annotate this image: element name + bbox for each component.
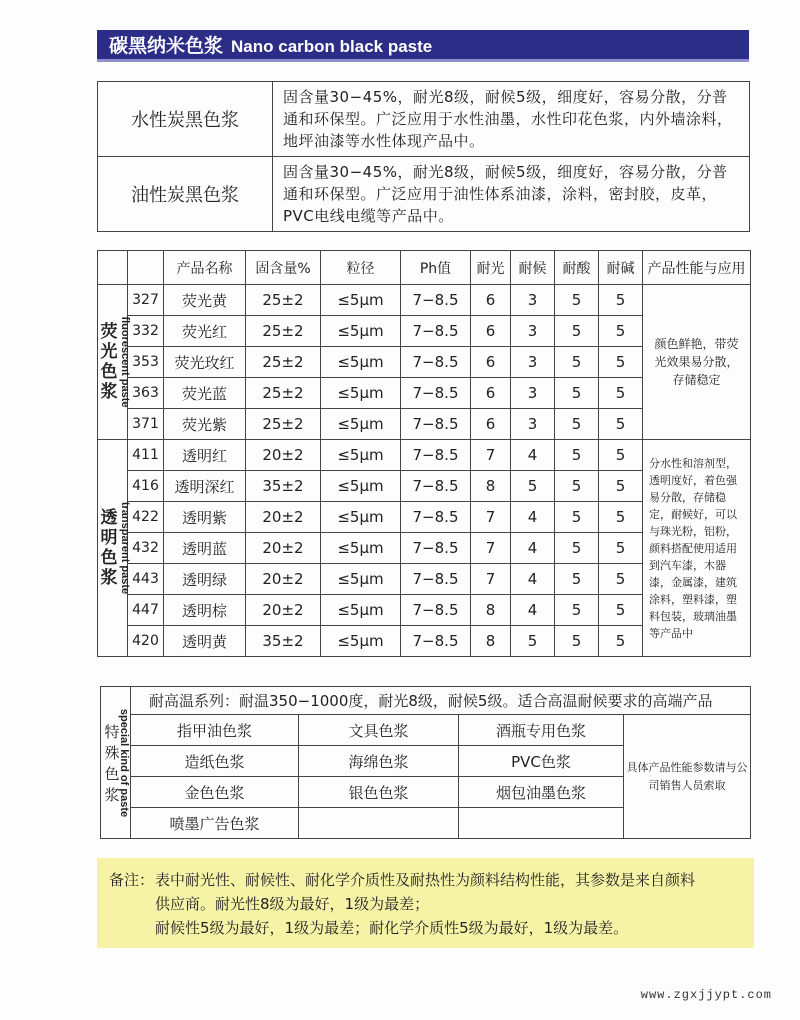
light-fastness: 6 (471, 347, 511, 378)
ph-value: 7−8.5 (401, 409, 471, 440)
group-name-en: special kind of paste (118, 708, 130, 817)
particle-size: ≤5μm (321, 316, 401, 347)
product-code: 332 (128, 316, 164, 347)
weather-fastness: 4 (511, 533, 555, 564)
special-item: 喷墨广告色浆 (131, 808, 299, 839)
ph-value: 7−8.5 (401, 471, 471, 502)
light-fastness: 6 (471, 409, 511, 440)
header-blank (98, 251, 128, 285)
ph-value: 7−8.5 (401, 564, 471, 595)
header-title-en: Nano carbon black paste (231, 37, 433, 56)
special-item: 文具色浆 (299, 715, 459, 746)
solid-content: 25±2 (246, 285, 321, 316)
acid-resistance: 5 (555, 471, 599, 502)
weather-fastness: 3 (511, 316, 555, 347)
alkali-resistance: 5 (599, 347, 643, 378)
ph-value: 7−8.5 (401, 316, 471, 347)
ph-value: 7−8.5 (401, 595, 471, 626)
special-item: 指甲油色浆 (131, 715, 299, 746)
light-fastness: 6 (471, 316, 511, 347)
intro-desc: 固含量30−45%，耐光8级，耐候5级，细度好，容易分散，分普通和环保型。广泛应用于水性油墨，水性印花色浆，内外墙涂料，地坪油漆等水性体现产品中。 (273, 82, 750, 157)
remark-label: 备注： (109, 871, 155, 889)
solid-content: 35±2 (246, 471, 321, 502)
group-name-zh: 透明色浆 (100, 508, 118, 588)
group-name-zh: 特殊色浆 (104, 722, 120, 804)
group-label (98, 285, 131, 440)
remark-line (109, 868, 742, 892)
col-header: 耐酸 (555, 251, 599, 285)
solid-content: 20±2 (246, 564, 321, 595)
solid-content: 20±2 (246, 595, 321, 626)
alkali-resistance: 5 (599, 502, 643, 533)
col-header: 耐光 (471, 251, 511, 285)
alkali-resistance: 5 (599, 626, 643, 657)
acid-resistance: 5 (555, 502, 599, 533)
product-name: 透明红 (164, 440, 246, 471)
product-table-body (98, 285, 751, 657)
particle-size: ≤5μm (321, 409, 401, 440)
acid-resistance: 5 (555, 626, 599, 657)
light-fastness: 7 (471, 502, 511, 533)
product-code: 327 (128, 285, 164, 316)
weather-fastness: 4 (511, 440, 555, 471)
product-name: 荧光玫红 (164, 347, 246, 378)
col-header: 粒径 (321, 251, 401, 285)
particle-size: ≤5μm (321, 564, 401, 595)
acid-resistance: 5 (555, 595, 599, 626)
particle-size: ≤5μm (321, 347, 401, 378)
product-name: 荧光红 (164, 316, 246, 347)
group-label (98, 440, 131, 657)
solid-content: 20±2 (246, 533, 321, 564)
header-title-zh: 碳黑纳米色浆 (109, 35, 224, 57)
product-name: 透明绿 (164, 564, 246, 595)
intro-desc: 固含量30−45%，耐光8级，耐候5级，细度好，容易分散，分普通和环保型。广泛应用于油性体系油漆，涂料，密封胶，皮革，PVC电线电缆等产品中。 (273, 157, 750, 232)
light-fastness: 8 (471, 471, 511, 502)
special-item (299, 808, 459, 839)
product-name: 透明紫 (164, 502, 246, 533)
contact-note: 具体产品性能参数请与公司销售人员索取 (624, 715, 751, 839)
solid-content: 25±2 (246, 347, 321, 378)
light-fastness: 8 (471, 595, 511, 626)
table-row (101, 687, 751, 715)
col-header: 耐碱 (599, 251, 643, 285)
weather-fastness: 4 (511, 564, 555, 595)
ph-value: 7−8.5 (401, 502, 471, 533)
special-item: 银色色浆 (299, 777, 459, 808)
product-name: 透明棕 (164, 595, 246, 626)
weather-fastness: 5 (511, 626, 555, 657)
special-item: 酒瓶专用色浆 (459, 715, 624, 746)
particle-size: ≤5μm (321, 502, 401, 533)
alkali-resistance: 5 (599, 440, 643, 471)
weather-fastness: 3 (511, 378, 555, 409)
remark-line: 耐候性5级为最好，1级为最差；耐化学介质性5级为最好，1级为最差。 (155, 919, 629, 937)
product-code: 432 (128, 533, 164, 564)
product-code: 420 (128, 626, 164, 657)
product-name: 透明蓝 (164, 533, 246, 564)
product-code: 443 (128, 564, 164, 595)
alkali-resistance: 5 (599, 471, 643, 502)
special-item (459, 808, 624, 839)
alkali-resistance: 5 (599, 564, 643, 595)
section-header (97, 30, 749, 62)
acid-resistance: 5 (555, 378, 599, 409)
solid-content: 25±2 (246, 409, 321, 440)
weather-fastness: 4 (511, 595, 555, 626)
product-code: 422 (128, 502, 164, 533)
product-code: 416 (128, 471, 164, 502)
special-item: PVC色浆 (459, 746, 624, 777)
group-label (101, 687, 131, 839)
website-url: www.zgxjjypt.com (640, 988, 772, 1002)
header-blank (128, 251, 164, 285)
ph-value: 7−8.5 (401, 285, 471, 316)
col-header: 产品名称 (164, 251, 246, 285)
application-text: 分水性和溶剂型，透明度好，着色强易分散，存储稳定，耐候好，可以与珠光粉，铝粉，颜料搭配使用适用到汽车漆，木器漆，金属漆，建筑涂料，塑料漆，塑料包装，玻璃油墨等产品中 (643, 440, 751, 657)
col-header: 产品性能与应用 (643, 251, 751, 285)
light-fastness: 6 (471, 285, 511, 316)
ph-value: 7−8.5 (401, 378, 471, 409)
light-fastness: 7 (471, 533, 511, 564)
acid-resistance: 5 (555, 440, 599, 471)
remark-text: 表中耐光性、耐候性、耐化学介质性及耐热性为颜料结构性能，其参数是来自颜料 (155, 871, 696, 889)
special-table (100, 686, 751, 839)
intro-name: 水性炭黑色浆 (98, 82, 273, 157)
particle-size: ≤5μm (321, 285, 401, 316)
product-name: 荧光蓝 (164, 378, 246, 409)
light-fastness: 6 (471, 378, 511, 409)
light-fastness: 7 (471, 564, 511, 595)
alkali-resistance: 5 (599, 316, 643, 347)
particle-size: ≤5μm (321, 378, 401, 409)
alkali-resistance: 5 (599, 409, 643, 440)
particle-size: ≤5μm (321, 440, 401, 471)
acid-resistance: 5 (555, 564, 599, 595)
acid-resistance: 5 (555, 316, 599, 347)
col-header: Ph值 (401, 251, 471, 285)
intro-row (98, 82, 750, 157)
acid-resistance: 5 (555, 533, 599, 564)
remark-line: 供应商。耐光性8级为最好，1级为最差； (155, 895, 430, 913)
acid-resistance: 5 (555, 409, 599, 440)
solid-content: 20±2 (246, 440, 321, 471)
solid-content: 35±2 (246, 626, 321, 657)
weather-fastness: 4 (511, 502, 555, 533)
product-table (97, 250, 751, 657)
ph-value: 7−8.5 (401, 347, 471, 378)
particle-size: ≤5μm (321, 471, 401, 502)
remarks-box (97, 858, 754, 948)
series-text: 耐高温系列：耐温350−1000度，耐光8级，耐候5级。适合高温耐候要求的高端产品 (131, 687, 751, 715)
weather-fastness: 3 (511, 347, 555, 378)
ph-value: 7−8.5 (401, 533, 471, 564)
table-header-row (98, 251, 751, 285)
ph-value: 7−8.5 (401, 440, 471, 471)
acid-resistance: 5 (555, 285, 599, 316)
intro-name: 油性炭黑色浆 (98, 157, 273, 232)
particle-size: ≤5μm (321, 533, 401, 564)
special-item: 烟包油墨色浆 (459, 777, 624, 808)
product-name: 透明深红 (164, 471, 246, 502)
product-code: 411 (128, 440, 164, 471)
ph-value: 7−8.5 (401, 626, 471, 657)
product-name: 荧光黄 (164, 285, 246, 316)
group-name-zh: 荧光色浆 (100, 322, 118, 402)
group-name-en: fluorescent paste (119, 316, 131, 408)
alkali-resistance: 5 (599, 595, 643, 626)
particle-size: ≤5μm (321, 626, 401, 657)
alkali-resistance: 5 (599, 533, 643, 564)
product-code: 371 (128, 409, 164, 440)
intro-row (98, 157, 750, 232)
col-header: 固含量% (246, 251, 321, 285)
special-item: 造纸色浆 (131, 746, 299, 777)
special-item: 金色色浆 (131, 777, 299, 808)
alkali-resistance: 5 (599, 378, 643, 409)
light-fastness: 7 (471, 440, 511, 471)
intro-table (97, 81, 750, 232)
product-code: 447 (128, 595, 164, 626)
special-table-body (101, 687, 751, 839)
product-code: 353 (128, 347, 164, 378)
weather-fastness: 3 (511, 285, 555, 316)
product-name: 透明黄 (164, 626, 246, 657)
group-name-en: transparent paste (119, 501, 131, 595)
acid-resistance: 5 (555, 347, 599, 378)
special-item: 海绵色浆 (299, 746, 459, 777)
product-name: 荧光紫 (164, 409, 246, 440)
table-row (98, 285, 751, 316)
product-code: 363 (128, 378, 164, 409)
solid-content: 20±2 (246, 502, 321, 533)
application-text: 颜色鲜艳，带荧光效果易分散，存储稳定 (643, 285, 751, 440)
solid-content: 25±2 (246, 316, 321, 347)
table-row (101, 715, 751, 746)
particle-size: ≤5μm (321, 595, 401, 626)
alkali-resistance: 5 (599, 285, 643, 316)
table-row (98, 440, 751, 471)
weather-fastness: 5 (511, 471, 555, 502)
weather-fastness: 3 (511, 409, 555, 440)
light-fastness: 8 (471, 626, 511, 657)
solid-content: 25±2 (246, 378, 321, 409)
col-header: 耐候 (511, 251, 555, 285)
